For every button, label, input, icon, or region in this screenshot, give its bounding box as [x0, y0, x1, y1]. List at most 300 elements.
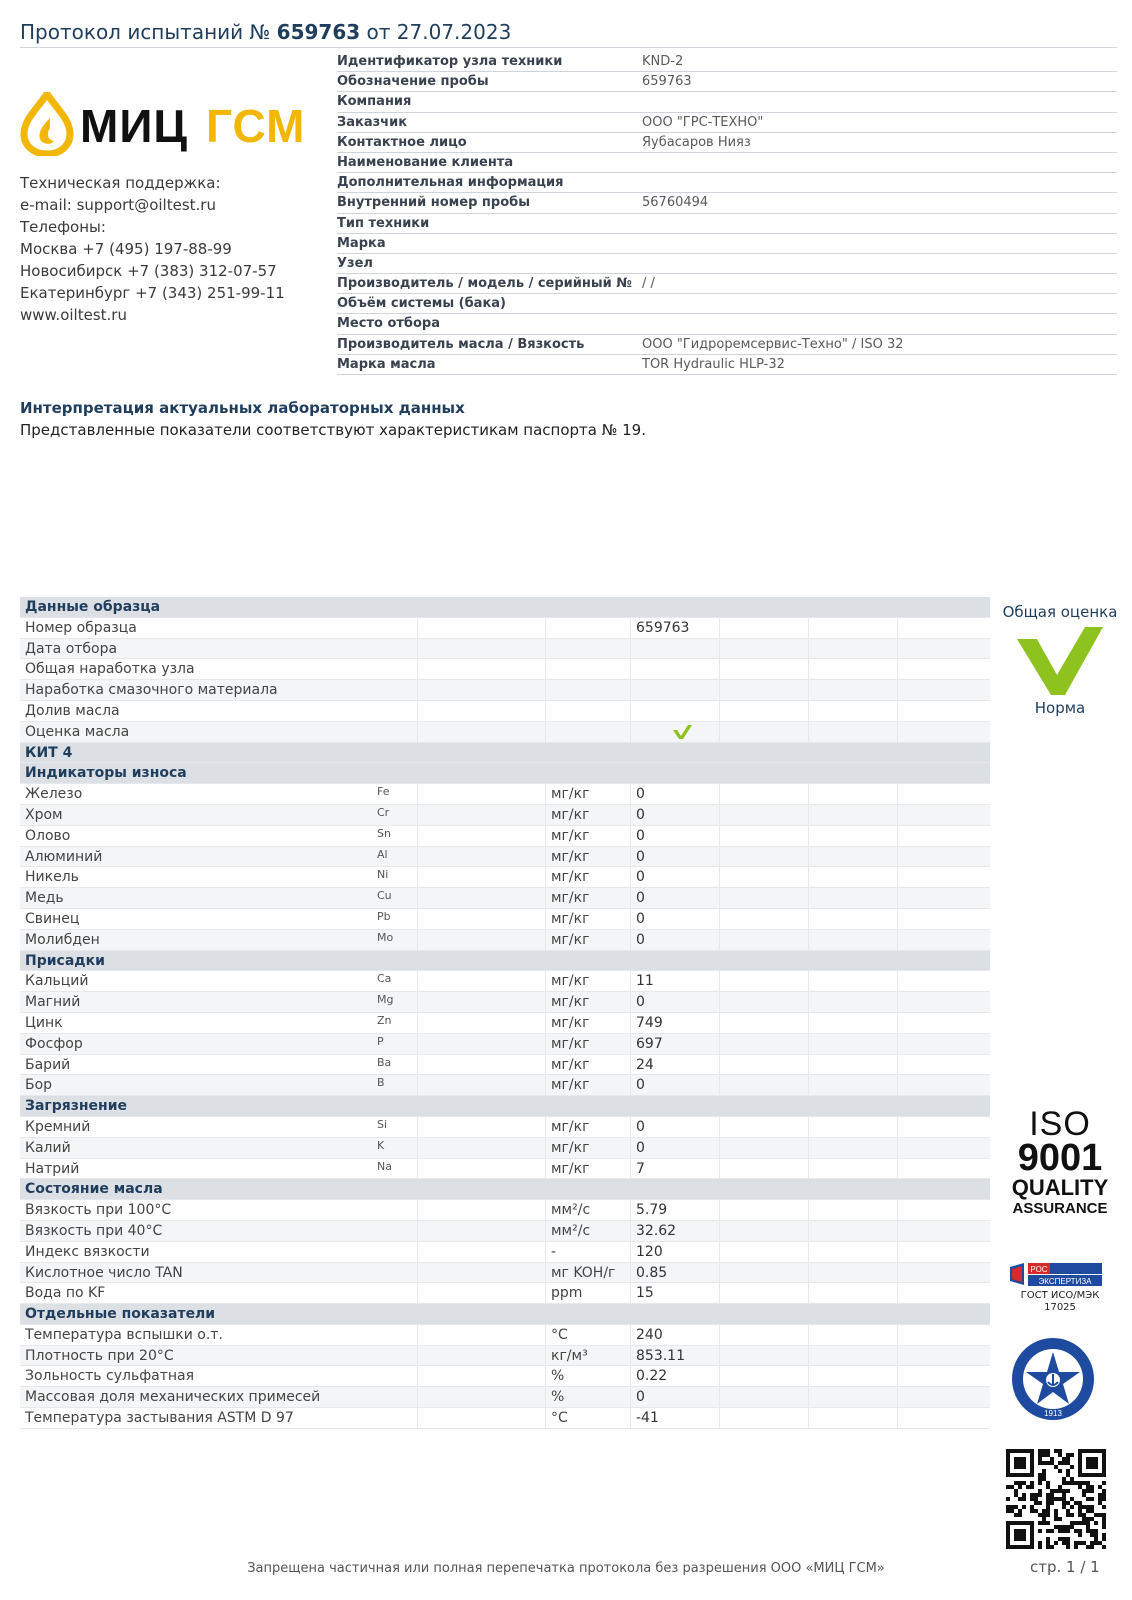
- element-symbol: Ba: [377, 1055, 392, 1069]
- empty-cell: [897, 618, 990, 638]
- empty-cell: [417, 888, 545, 908]
- section-header-row: [20, 1304, 990, 1325]
- unit-cell: [545, 618, 630, 638]
- unit-cell: мг/кг: [545, 826, 630, 846]
- parameter-name: Общая наработка узла: [25, 661, 195, 678]
- empty-cell: [808, 659, 897, 679]
- section-title: Загрязнение: [25, 1098, 127, 1115]
- info-label: Узел: [337, 255, 373, 271]
- empty-cell: [719, 680, 808, 700]
- empty-cell: [897, 701, 990, 721]
- table-row: [20, 680, 990, 701]
- empty-cell: [719, 1283, 808, 1303]
- element-symbol: [377, 639, 417, 659]
- info-label: Марка масла: [337, 356, 436, 372]
- value-cell: [630, 701, 719, 721]
- info-row: [337, 173, 1117, 193]
- empty-cell: [897, 1075, 990, 1095]
- info-label: Обозначение пробы: [337, 74, 489, 90]
- unit-cell: мг/кг: [545, 992, 630, 1012]
- info-row: [337, 92, 1117, 112]
- svg-text:РОС: РОС: [1030, 1265, 1048, 1274]
- info-row: [337, 294, 1117, 314]
- info-label: Производитель / модель / серийный №: [337, 276, 632, 292]
- parameter-name: Железо: [25, 786, 83, 803]
- table-row: [20, 1138, 990, 1159]
- empty-cell: [719, 1055, 808, 1075]
- phone-moscow: Москва +7 (495) 197-88-99: [20, 240, 232, 258]
- table-row: [20, 909, 990, 930]
- table-row: [20, 888, 990, 909]
- protocol-title: [20, 20, 511, 44]
- results-table: [20, 597, 990, 1429]
- info-row: [337, 193, 1117, 213]
- empty-cell: [417, 1221, 545, 1241]
- title-divider: [20, 47, 1117, 48]
- section-title: Присадки: [25, 952, 105, 969]
- value-cell: 24: [630, 1055, 719, 1075]
- empty-cell: [808, 1200, 897, 1220]
- unit-cell: мг/кг: [545, 930, 630, 950]
- protocol-number: 659763: [276, 20, 361, 44]
- empty-cell: [808, 1346, 897, 1366]
- element-symbol: Ca: [377, 972, 392, 986]
- empty-cell: [417, 847, 545, 867]
- empty-cell: [719, 618, 808, 638]
- phones-label: Телефоны:: [20, 218, 106, 236]
- parameter-name: Массовая доля механических примесей: [25, 1389, 321, 1406]
- page-number: стр. 1 / 1: [1030, 1558, 1100, 1576]
- empty-cell: [897, 1242, 990, 1262]
- unit-cell: мг/кг: [545, 847, 630, 867]
- empty-cell: [897, 1283, 990, 1303]
- value-cell: [630, 659, 719, 679]
- company-logo: [20, 92, 310, 158]
- value-cell: 5.79: [630, 1200, 719, 1220]
- table-row: [20, 805, 990, 826]
- empty-cell: [808, 1117, 897, 1137]
- info-value: [642, 153, 1117, 172]
- empty-cell: [897, 1221, 990, 1241]
- info-value: [642, 294, 1117, 313]
- register-seal: [1010, 1336, 1096, 1426]
- table-row: [20, 1283, 990, 1304]
- element-symbol: Sn: [377, 826, 391, 840]
- value-cell: 0: [630, 1387, 719, 1407]
- empty-cell: [897, 1263, 990, 1283]
- empty-cell: [719, 1221, 808, 1241]
- empty-cell: [897, 1034, 990, 1054]
- parameter-name: Кальций: [25, 973, 89, 990]
- info-value: Яубасаров Нияз: [642, 134, 751, 150]
- info-value: [642, 234, 1117, 253]
- section-title: Индикаторы износа: [25, 765, 187, 782]
- parameter-name: Магний: [25, 994, 81, 1011]
- empty-cell: [719, 847, 808, 867]
- table-row: [20, 847, 990, 868]
- empty-cell: [417, 701, 545, 721]
- table-row: [20, 722, 990, 743]
- empty-cell: [417, 1242, 545, 1262]
- website-link[interactable]: www.oiltest.ru: [20, 306, 127, 324]
- empty-cell: [897, 1366, 990, 1386]
- empty-cell: [719, 1325, 808, 1345]
- interpretation-text: Представленные показатели соответствуют характеристикам паспорта № 19.: [20, 421, 646, 439]
- table-row: [20, 1325, 990, 1346]
- section-header-row: [20, 1179, 990, 1200]
- unit-cell: мг/кг: [545, 1034, 630, 1054]
- info-row: [337, 314, 1117, 334]
- parameter-name: Кислотное число TAN: [25, 1264, 183, 1281]
- info-label: Заказчик: [337, 114, 408, 130]
- iso-line-2: 9001: [1017, 1137, 1103, 1179]
- info-label: Марка: [337, 235, 386, 251]
- flame-drop-icon: [20, 92, 74, 156]
- empty-cell: [417, 1117, 545, 1137]
- parameter-name: Барий: [25, 1056, 71, 1073]
- parameter-name: Плотность при 20°C: [25, 1347, 174, 1364]
- table-row: [20, 1366, 990, 1387]
- unit-cell: °C: [545, 1325, 630, 1345]
- support-label: Техническая поддержка:: [20, 174, 221, 192]
- section-header-row: [20, 763, 990, 784]
- empty-cell: [719, 1346, 808, 1366]
- info-label: Внутренний номер пробы: [337, 195, 530, 211]
- empty-cell: [417, 992, 545, 1012]
- empty-cell: [897, 784, 990, 804]
- empty-cell: [897, 826, 990, 846]
- empty-cell: [417, 1159, 545, 1179]
- info-row: [337, 153, 1117, 173]
- empty-cell: [719, 867, 808, 887]
- empty-cell: [417, 1200, 545, 1220]
- unit-cell: кг/м³: [545, 1346, 630, 1366]
- empty-cell: [808, 1221, 897, 1241]
- parameter-name: Температура вспышки о.т.: [25, 1326, 223, 1343]
- empty-cell: [417, 618, 545, 638]
- table-row: [20, 1055, 990, 1076]
- parameter-name: Вязкость при 40°C: [25, 1222, 163, 1239]
- value-cell: 7: [630, 1159, 719, 1179]
- empty-cell: [897, 1138, 990, 1158]
- empty-cell: [417, 1408, 545, 1428]
- empty-cell: [897, 659, 990, 679]
- info-label: Компания: [337, 94, 412, 110]
- empty-cell: [897, 1159, 990, 1179]
- unit-cell: мг/кг: [545, 1075, 630, 1095]
- table-row: [20, 1075, 990, 1096]
- value-cell: -41: [630, 1408, 719, 1428]
- empty-cell: [719, 1242, 808, 1262]
- empty-cell: [417, 1138, 545, 1158]
- info-value: ООО "Гидроремсервис-Техно" / ISO 32: [642, 336, 904, 352]
- element-symbol: [377, 1366, 417, 1386]
- empty-cell: [808, 1325, 897, 1345]
- value-cell: 120: [630, 1242, 719, 1262]
- parameter-name: Температура застывания ASTM D 97: [25, 1410, 294, 1427]
- table-row: [20, 1263, 990, 1284]
- unit-cell: мг/кг: [545, 1013, 630, 1033]
- overall-status: Норма: [1034, 699, 1086, 717]
- element-symbol: [377, 1283, 417, 1303]
- empty-cell: [417, 1075, 545, 1095]
- table-row: [20, 867, 990, 888]
- empty-cell: [719, 722, 808, 742]
- unit-cell: мг/кг: [545, 888, 630, 908]
- empty-cell: [719, 784, 808, 804]
- table-row: [20, 826, 990, 847]
- unit-cell: [545, 680, 630, 700]
- empty-cell: [897, 992, 990, 1012]
- overall-assessment: [1000, 603, 1120, 717]
- empty-cell: [719, 1387, 808, 1407]
- value-cell: 0: [630, 888, 719, 908]
- empty-cell: [417, 1034, 545, 1054]
- empty-cell: [808, 1034, 897, 1054]
- parameter-name: Зольность сульфатная: [25, 1368, 195, 1385]
- parameter-name: Калий: [25, 1139, 71, 1156]
- iso-line-4: ASSURANCE: [1012, 1200, 1108, 1217]
- empty-cell: [808, 701, 897, 721]
- parameter-name: Хром: [25, 806, 63, 823]
- element-symbol: [377, 680, 417, 700]
- table-row: [20, 1200, 990, 1221]
- empty-cell: [808, 1242, 897, 1262]
- empty-cell: [808, 618, 897, 638]
- empty-cell: [417, 784, 545, 804]
- gost-line-2: 17025: [1044, 1302, 1076, 1313]
- info-row: [337, 335, 1117, 355]
- iso-line-3: QUALITY: [1011, 1175, 1109, 1200]
- empty-cell: [808, 784, 897, 804]
- info-value: [642, 314, 1117, 333]
- info-label: Идентификатор узла техники: [337, 54, 563, 69]
- empty-cell: [897, 971, 990, 991]
- svg-text:ЭКСПЕРТИЗА: ЭКСПЕРТИЗА: [1038, 1277, 1092, 1286]
- unit-cell: мг/кг: [545, 1117, 630, 1137]
- qr-code[interactable]: [1005, 1448, 1108, 1555]
- empty-cell: [417, 722, 545, 742]
- info-value: 659763: [642, 74, 692, 90]
- value-cell: 0: [630, 1075, 719, 1095]
- empty-cell: [897, 1117, 990, 1137]
- value-cell: [630, 680, 719, 700]
- empty-cell: [417, 1366, 545, 1386]
- table-row: [20, 1013, 990, 1034]
- section-header-row: [20, 597, 990, 618]
- empty-cell: [808, 1013, 897, 1033]
- empty-cell: [719, 701, 808, 721]
- element-symbol: [377, 1408, 417, 1428]
- empty-cell: [719, 992, 808, 1012]
- info-row: [337, 214, 1117, 234]
- table-row: [20, 639, 990, 660]
- empty-cell: [808, 722, 897, 742]
- parameter-name: Алюминий: [25, 848, 103, 865]
- info-label: Дополнительная информация: [337, 175, 564, 191]
- info-row: [337, 274, 1117, 294]
- empty-cell: [417, 1013, 545, 1033]
- info-row: [337, 355, 1117, 375]
- unit-cell: мг/кг: [545, 784, 630, 804]
- info-label: Объём системы (бака): [337, 296, 506, 312]
- protocol-date: 27.07.2023: [396, 20, 512, 44]
- element-symbol: [377, 1325, 417, 1345]
- unit-cell: мг KOH/г: [545, 1263, 630, 1283]
- section-title: Состояние масла: [25, 1181, 163, 1198]
- unit-cell: мг/кг: [545, 1159, 630, 1179]
- ros-expertiza-badge: [1006, 1261, 1114, 1313]
- svg-text:1913: 1913: [1044, 1409, 1062, 1418]
- table-row: [20, 618, 990, 639]
- parameter-name: Наработка смазочного материала: [25, 682, 278, 699]
- unit-cell: мг/кг: [545, 971, 630, 991]
- empty-cell: [808, 1366, 897, 1386]
- unit-cell: мг/кг: [545, 1138, 630, 1158]
- ros-expertiza-logo-icon: [1006, 1261, 1114, 1289]
- table-row: [20, 1117, 990, 1138]
- empty-cell: [719, 930, 808, 950]
- info-value: [642, 214, 1117, 233]
- table-row: [20, 1346, 990, 1367]
- empty-cell: [719, 1159, 808, 1179]
- element-symbol: [377, 1221, 417, 1241]
- empty-cell: [719, 805, 808, 825]
- table-row: [20, 1034, 990, 1055]
- element-symbol: Mo: [377, 930, 394, 944]
- section-title: КИТ 4: [25, 744, 73, 761]
- parameter-name: Свинец: [25, 910, 80, 927]
- empty-cell: [417, 930, 545, 950]
- empty-cell: [719, 639, 808, 659]
- parameter-name: Долив масла: [25, 702, 120, 719]
- info-value: ООО "ГРС-ТЕХНО": [642, 114, 764, 130]
- value-cell: 853.11: [630, 1346, 719, 1366]
- empty-cell: [808, 930, 897, 950]
- table-row: [20, 1242, 990, 1263]
- iso-line-1: ISO: [1029, 1105, 1091, 1143]
- register-seal-icon: [1010, 1336, 1096, 1422]
- interpretation-title: Интерпретация актуальных лабораторных данных: [20, 399, 465, 417]
- check-icon: [672, 724, 692, 740]
- parameter-name: Дата отбора: [25, 640, 118, 657]
- section-header-row: [20, 951, 990, 972]
- empty-cell: [719, 1034, 808, 1054]
- element-symbol: [377, 1387, 417, 1407]
- parameter-name: Кремний: [25, 1118, 91, 1135]
- value-cell: 0: [630, 930, 719, 950]
- empty-cell: [808, 1159, 897, 1179]
- value-cell: 749: [630, 1013, 719, 1033]
- value-cell: 0: [630, 867, 719, 887]
- element-symbol: Si: [377, 1117, 388, 1131]
- parameter-name: Олово: [25, 827, 71, 844]
- info-value: KND-2: [642, 54, 684, 69]
- element-symbol: [377, 701, 417, 721]
- date-prefix: от: [366, 20, 391, 44]
- empty-cell: [417, 805, 545, 825]
- footer-disclaimer: Запрещена частичная или полная перепечатка протокола без разрешения ООО «МИЦ ГСМ»: [247, 1561, 885, 1576]
- empty-cell: [417, 867, 545, 887]
- support-email[interactable]: e-mail: support@oiltest.ru: [20, 196, 216, 214]
- empty-cell: [808, 909, 897, 929]
- value-cell: 0: [630, 784, 719, 804]
- empty-cell: [808, 1387, 897, 1407]
- section-title: Данные образца: [25, 599, 161, 615]
- unit-cell: ppm: [545, 1283, 630, 1303]
- empty-cell: [719, 1075, 808, 1095]
- unit-cell: мг/кг: [545, 867, 630, 887]
- section-header-row: [20, 743, 990, 764]
- empty-cell: [417, 1263, 545, 1283]
- element-symbol: Mg: [377, 993, 394, 1007]
- empty-cell: [719, 1117, 808, 1137]
- element-symbol: Cu: [377, 889, 392, 903]
- unit-cell: -: [545, 1242, 630, 1262]
- empty-cell: [417, 1283, 545, 1303]
- empty-cell: [719, 909, 808, 929]
- info-row: [337, 234, 1117, 254]
- empty-cell: [808, 805, 897, 825]
- overall-label: Общая оценка: [1002, 603, 1118, 621]
- empty-cell: [897, 1387, 990, 1407]
- info-value: [642, 173, 1117, 192]
- table-row: [20, 930, 990, 951]
- table-row: [20, 1159, 990, 1180]
- unit-cell: [545, 701, 630, 721]
- unit-cell: мг/кг: [545, 1055, 630, 1075]
- value-cell: 0: [630, 847, 719, 867]
- phone-novosibirsk: Новосибирск +7 (383) 312-07-57: [20, 262, 277, 280]
- element-symbol: Na: [377, 1159, 392, 1173]
- empty-cell: [417, 1325, 545, 1345]
- unit-cell: %: [545, 1366, 630, 1386]
- value-cell: 0.22: [630, 1366, 719, 1386]
- empty-cell: [808, 867, 897, 887]
- table-row: [20, 784, 990, 805]
- value-cell: 240: [630, 1325, 719, 1345]
- parameter-name: Вязкость при 100°C: [25, 1202, 172, 1219]
- value-cell: 659763: [630, 618, 719, 638]
- value-cell: 0: [630, 826, 719, 846]
- empty-cell: [897, 1346, 990, 1366]
- element-symbol: K: [377, 1138, 385, 1152]
- value-cell: 0.85: [630, 1263, 719, 1283]
- value-cell: 15: [630, 1283, 719, 1303]
- contacts-block: [20, 172, 320, 326]
- value-cell: 697: [630, 1034, 719, 1054]
- empty-cell: [897, 888, 990, 908]
- info-label: Производитель масла / Вязкость: [337, 336, 585, 352]
- element-symbol: [377, 1242, 417, 1262]
- empty-cell: [808, 1075, 897, 1095]
- element-symbol: Pb: [377, 909, 391, 923]
- element-symbol: [377, 1346, 417, 1366]
- unit-cell: [545, 659, 630, 679]
- element-symbol: [377, 659, 417, 679]
- empty-cell: [897, 639, 990, 659]
- empty-cell: [808, 992, 897, 1012]
- title-prefix: Протокол испытаний №: [20, 20, 271, 44]
- element-symbol: Al: [377, 847, 388, 861]
- table-row: [20, 1387, 990, 1408]
- empty-cell: [719, 1138, 808, 1158]
- iso-9001-badge: [1010, 1105, 1110, 1218]
- info-value: [642, 254, 1117, 273]
- value-cell: 0: [630, 909, 719, 929]
- empty-cell: [719, 659, 808, 679]
- info-row: [337, 133, 1117, 153]
